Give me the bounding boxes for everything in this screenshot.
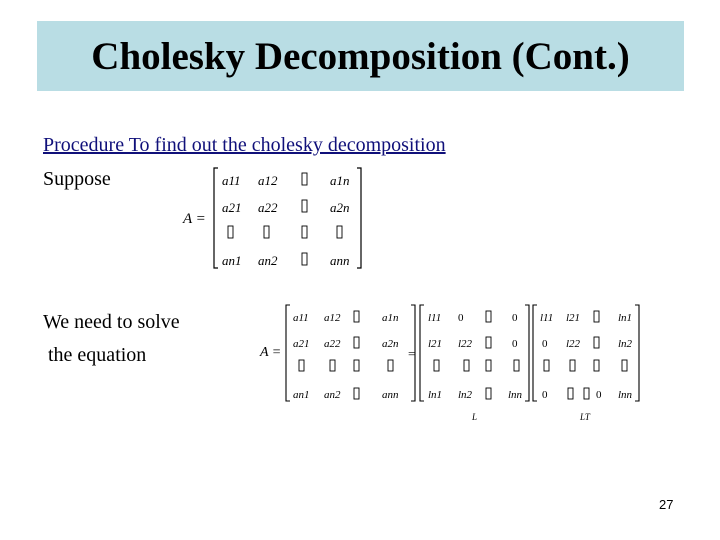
page-number: 27	[659, 497, 674, 512]
equation-missing-glyph-boxes	[299, 311, 627, 399]
a-r1-c2: a2n	[330, 200, 350, 215]
eq-a-r1-c0: a21	[293, 338, 310, 350]
a-r1-c1: a22	[258, 200, 278, 215]
eq-a-r2-c1: an2	[324, 389, 341, 401]
eq-l-r2-c0: ln1	[428, 389, 443, 401]
eq-a-r0-c0: a11	[293, 312, 309, 324]
eq-a-r0-c2: a1n	[382, 312, 399, 324]
a-r2-c2: ann	[330, 253, 350, 268]
eq-lt-r2-c0: 0	[542, 389, 548, 401]
a-r2-c0: an1	[222, 253, 242, 268]
a-r1-c0: a21	[222, 200, 242, 215]
equation-lhs: A =	[260, 345, 282, 360]
need-line-2: the equation	[43, 344, 147, 366]
eq-a-r1-c1: a22	[324, 338, 341, 350]
slide-title: Cholesky Decomposition (Cont.)	[91, 34, 630, 78]
a-r0-c2: a1n	[330, 173, 350, 188]
eq-lt-r1-c1: l22	[566, 338, 581, 350]
eq-a-r2-c0: an1	[293, 389, 310, 401]
eq-lt-r2-c1: 0	[596, 389, 602, 401]
eq-lt-r0-c0: l11	[540, 312, 554, 324]
suppose-label: Suppose	[43, 168, 111, 190]
eq-l-r1-c0: l21	[428, 338, 443, 350]
eq-l-r1-c1: l22	[458, 338, 473, 350]
equation-equals: =	[408, 346, 416, 361]
label-lt: LT	[580, 412, 590, 422]
matrix-a-lhs: A =	[183, 211, 206, 227]
a-r2-c1: an2	[258, 253, 278, 268]
eq-l-r2-c1: ln2	[458, 389, 473, 401]
eq-lt-r2-c2: lnn	[618, 389, 633, 401]
eq-lt-r0-c1: l21	[566, 312, 581, 324]
eq-l-r0-c2: 0	[512, 312, 518, 324]
eq-l-r1-c2: 0	[512, 338, 518, 350]
cholesky-equation	[258, 300, 648, 428]
a-r0-c1: a12	[258, 173, 278, 188]
eq-lt-r0-c2: ln1	[618, 312, 633, 324]
eq-a-r1-c2: a2n	[382, 338, 399, 350]
eq-lt-r1-c2: ln2	[618, 338, 633, 350]
eq-a-r2-c2: ann	[382, 389, 399, 401]
eq-l-r0-c0: l11	[428, 312, 442, 324]
title-banner	[37, 21, 684, 91]
matrix-a-definition	[180, 162, 370, 274]
a-r0-c0: a11	[222, 173, 241, 188]
eq-a-r0-c1: a12	[324, 312, 341, 324]
eq-l-r0-c1: 0	[458, 312, 464, 324]
need-to-solve-text	[43, 306, 180, 372]
procedure-heading: Procedure To find out the cholesky decomposition	[43, 134, 446, 156]
eq-lt-r1-c0: 0	[542, 338, 548, 350]
missing-glyph-boxes	[228, 173, 342, 265]
label-l: L	[472, 412, 478, 422]
eq-l-r2-c2: lnn	[508, 389, 523, 401]
need-line-1: We need to solve	[43, 311, 180, 333]
